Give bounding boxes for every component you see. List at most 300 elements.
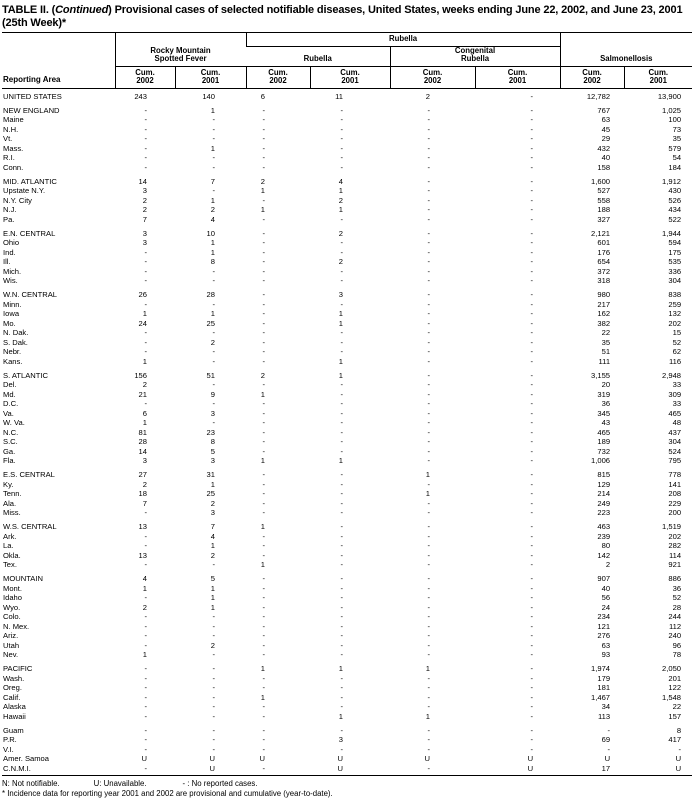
- cell: -: [262, 299, 265, 309]
- table-row: [2, 153, 692, 163]
- cell: -: [144, 508, 147, 518]
- cell: -: [530, 437, 534, 447]
- cell: -: [427, 337, 430, 347]
- cell: -: [144, 266, 147, 276]
- cell: 21: [138, 389, 147, 399]
- cell: -: [530, 318, 534, 328]
- cell: 23: [206, 427, 215, 437]
- cell: -: [340, 238, 343, 248]
- row-label: S.C.: [3, 437, 18, 447]
- cell: -: [340, 593, 343, 603]
- row-label: Okla.: [3, 550, 21, 560]
- row-label: MID. ATLANTIC: [3, 176, 57, 186]
- cell: 27: [138, 470, 147, 480]
- cell: -: [530, 266, 534, 276]
- cell: -: [530, 214, 534, 224]
- cell: -: [530, 347, 534, 357]
- cell: 162: [597, 309, 611, 319]
- cell: 2: [210, 550, 215, 560]
- row-label: Mo.: [3, 318, 16, 328]
- cell: 201: [668, 673, 682, 683]
- cell: -: [427, 631, 430, 641]
- cell: -: [530, 489, 534, 499]
- column-header-cum-2: Cum. 2001: [175, 66, 246, 88]
- cell: 921: [668, 560, 682, 570]
- table-row: [2, 328, 692, 338]
- cell: 3: [142, 228, 147, 238]
- row-label: UNITED STATES: [3, 91, 62, 101]
- cell: 1: [260, 186, 265, 196]
- row-label: Ala.: [3, 498, 17, 508]
- cell: -: [530, 612, 534, 622]
- table-row: [2, 163, 692, 173]
- row-label: Ind.: [3, 247, 16, 257]
- cell: -: [340, 531, 343, 541]
- cell: -: [530, 531, 534, 541]
- cell: -: [530, 640, 534, 650]
- row-label: N. Dak.: [3, 328, 29, 338]
- row-label: PACIFIC: [3, 664, 33, 674]
- row-label: Ky.: [3, 479, 14, 489]
- cell: -: [427, 574, 430, 584]
- cell: -: [262, 134, 265, 144]
- cell: -: [262, 257, 265, 267]
- cell: -: [262, 602, 265, 612]
- cell: -: [212, 664, 215, 674]
- cell: -: [427, 266, 430, 276]
- cell: -: [427, 560, 430, 570]
- cell: 527: [597, 186, 611, 196]
- column-group-rubella: Rubella: [246, 46, 390, 66]
- cell: -: [427, 744, 430, 754]
- cell: -: [262, 541, 265, 551]
- table-row: [2, 522, 692, 532]
- row-label: Wis.: [3, 276, 18, 286]
- row-label: Utah: [3, 640, 20, 650]
- cell: -: [212, 711, 215, 721]
- cell: 1: [338, 711, 343, 721]
- cell: 100: [668, 115, 682, 125]
- cell: 33: [672, 380, 682, 390]
- cell: 96: [672, 640, 682, 650]
- cell: U: [259, 754, 265, 764]
- cell: -: [427, 418, 430, 428]
- cell: 432: [597, 143, 611, 153]
- cell: -: [262, 593, 265, 603]
- cell: -: [340, 683, 343, 693]
- table-row: [2, 215, 692, 225]
- cell: 111: [598, 356, 611, 366]
- row-label: N. Mex.: [3, 621, 30, 631]
- cell: 51: [601, 347, 611, 357]
- cell: -: [144, 711, 147, 721]
- cell: 34: [601, 702, 611, 712]
- row-label: Ga.: [3, 446, 16, 456]
- row-label: Mont.: [3, 583, 22, 593]
- cell: 327: [597, 214, 611, 224]
- row-label: Amer. Samoa: [3, 754, 50, 764]
- cell: 1: [260, 522, 265, 532]
- cell: 112: [668, 621, 682, 631]
- cell: -: [530, 134, 534, 144]
- cell: 1,974: [591, 664, 611, 674]
- cell: -: [212, 418, 215, 428]
- cell: -: [340, 744, 343, 754]
- cell: 1,912: [662, 176, 682, 186]
- cell: 3: [338, 735, 343, 745]
- cell: -: [262, 427, 265, 437]
- cell: -: [144, 683, 147, 693]
- cell: -: [530, 105, 534, 115]
- cell: -: [530, 735, 534, 745]
- cell: -: [262, 683, 265, 693]
- cell: 28: [672, 602, 682, 612]
- cell: -: [530, 290, 534, 300]
- row-label: W.N. CENTRAL: [3, 290, 58, 300]
- cell: 3: [142, 456, 147, 466]
- cell: -: [340, 673, 343, 683]
- cell: 35: [672, 134, 682, 144]
- cell: 1: [210, 143, 215, 153]
- table-row: [2, 702, 692, 712]
- table-bottom-rule: [2, 775, 692, 776]
- cell: 1: [210, 195, 215, 205]
- cell: -: [340, 498, 343, 508]
- table-row: [2, 674, 692, 684]
- cell: -: [144, 115, 147, 125]
- cell: 838: [668, 290, 682, 300]
- cell: -: [530, 186, 534, 196]
- cell: -: [427, 498, 430, 508]
- cell: -: [427, 650, 430, 660]
- cell: -: [144, 105, 147, 115]
- cell: -: [530, 574, 534, 584]
- cell: 1,519: [662, 522, 682, 532]
- cell: 276: [597, 631, 611, 641]
- table-row: [2, 650, 692, 660]
- cell: -: [340, 247, 343, 257]
- cell: 2,121: [591, 228, 611, 238]
- cell: 1: [338, 356, 343, 366]
- cell: -: [530, 389, 534, 399]
- cell: -: [262, 124, 265, 134]
- cell: -: [144, 162, 147, 172]
- cell: -: [144, 725, 147, 735]
- cell: -: [212, 153, 215, 163]
- row-label: E.N. CENTRAL: [3, 228, 56, 238]
- cell: -: [262, 574, 265, 584]
- cell: 2: [210, 337, 215, 347]
- row-label: S. ATLANTIC: [3, 370, 49, 380]
- cell: 12,782: [586, 91, 611, 101]
- row-label: Tex.: [3, 560, 17, 570]
- cell: 14: [138, 176, 147, 186]
- cell: -: [262, 498, 265, 508]
- cell: -: [427, 228, 430, 238]
- row-label: Minn.: [3, 299, 22, 309]
- cell: -: [212, 356, 215, 366]
- cell: -: [144, 735, 147, 745]
- cell: -: [427, 522, 430, 532]
- table-row: [2, 622, 692, 632]
- table-row: [2, 238, 692, 248]
- cell: -: [212, 735, 215, 745]
- cell: U: [527, 763, 534, 773]
- cell: -: [262, 621, 265, 631]
- cell: 6: [142, 408, 147, 418]
- cell: -: [340, 389, 343, 399]
- cell: 1: [338, 186, 343, 196]
- cell: -: [212, 380, 215, 390]
- row-label: C.N.M.I.: [3, 763, 31, 773]
- cell: 239: [597, 531, 611, 541]
- row-label: Ariz.: [3, 631, 19, 641]
- cell: 318: [597, 276, 611, 286]
- cell: -: [340, 276, 343, 286]
- cell: -: [340, 299, 343, 309]
- row-label: W. Va.: [3, 418, 25, 428]
- cell: -: [530, 664, 534, 674]
- cell: -: [427, 541, 430, 551]
- row-label: La.: [3, 541, 14, 551]
- cell: 2: [142, 380, 147, 390]
- cell: -: [530, 143, 534, 153]
- cell: 249: [597, 498, 611, 508]
- cell: 5: [210, 574, 215, 584]
- cell: 1: [142, 418, 147, 428]
- cell: -: [212, 612, 215, 622]
- table-row: [2, 480, 692, 490]
- cell: 51: [206, 370, 215, 380]
- cell: -: [427, 735, 430, 745]
- table-row: [2, 726, 692, 736]
- row-label: P.R.: [3, 735, 17, 745]
- cell: -: [427, 162, 430, 172]
- cell: -: [427, 612, 430, 622]
- cell: 2: [605, 560, 611, 570]
- cell: -: [262, 380, 265, 390]
- table-row: [2, 754, 692, 764]
- row-label: Pa.: [3, 214, 15, 224]
- cell: -: [427, 105, 430, 115]
- cell: 2,050: [662, 664, 682, 674]
- column-group-congenital-rubella: Congenital Rubella: [390, 46, 560, 66]
- table-row: [2, 347, 692, 357]
- cell: 437: [668, 427, 682, 437]
- table-row: [2, 125, 692, 135]
- cell: 243: [134, 91, 147, 101]
- cell: -: [144, 276, 147, 286]
- cell: -: [144, 640, 147, 650]
- cell: -: [144, 143, 147, 153]
- cell: -: [427, 446, 430, 456]
- cell: -: [212, 266, 215, 276]
- cell: -: [530, 560, 534, 570]
- cell: -: [530, 356, 534, 366]
- row-label: Idaho: [3, 593, 23, 603]
- cell: -: [340, 427, 343, 437]
- legend-not-notifiable: N: Not notifiable.: [2, 779, 60, 789]
- cell: 184: [668, 162, 682, 172]
- cell: U: [604, 754, 611, 764]
- cell: 240: [668, 631, 682, 641]
- cell: 1: [338, 370, 343, 380]
- cell: -: [262, 399, 265, 409]
- cell: 1,467: [591, 692, 611, 702]
- cell: 200: [668, 508, 682, 518]
- cell: -: [212, 399, 215, 409]
- cell: 2: [425, 91, 430, 101]
- cell: 36: [672, 583, 682, 593]
- cell: 795: [668, 456, 682, 466]
- cell: -: [530, 153, 534, 163]
- cell: -: [427, 205, 430, 215]
- cell: U: [675, 763, 682, 773]
- cell: 2: [260, 370, 265, 380]
- cell: -: [530, 124, 534, 134]
- cell: -: [530, 228, 534, 238]
- row-label: Wyo.: [3, 602, 21, 612]
- cell: -: [427, 456, 430, 466]
- cell: -: [262, 290, 265, 300]
- cell: -: [262, 744, 265, 754]
- cell: -: [530, 541, 534, 551]
- cell: 40: [601, 153, 611, 163]
- cell: -: [262, 437, 265, 447]
- cell: -: [262, 650, 265, 660]
- cell: -: [144, 541, 147, 551]
- cell: -: [530, 408, 534, 418]
- table-row: [2, 418, 692, 428]
- cell: -: [340, 446, 343, 456]
- cell: 6: [260, 91, 265, 101]
- cell: -: [262, 479, 265, 489]
- cell: -: [262, 489, 265, 499]
- cell: 3: [338, 290, 343, 300]
- cell: -: [530, 702, 534, 712]
- notifiable-diseases-table: [2, 33, 692, 773]
- cell: -: [144, 612, 147, 622]
- footnotes: [2, 779, 692, 799]
- cell: 36: [601, 399, 611, 409]
- table-row: [2, 508, 692, 518]
- cell: 465: [597, 427, 611, 437]
- cell: 417: [668, 735, 682, 745]
- cell: -: [607, 744, 611, 754]
- cell: 25: [206, 318, 215, 328]
- cell: 601: [597, 238, 611, 248]
- cell: 382: [597, 318, 611, 328]
- cell: -: [212, 115, 215, 125]
- row-label: Ill.: [3, 257, 11, 267]
- cell: 3: [142, 238, 147, 248]
- cell: -: [262, 408, 265, 418]
- cell: 1,944: [662, 228, 682, 238]
- cell: U: [675, 754, 682, 764]
- cell: 3: [210, 508, 215, 518]
- cell: -: [340, 418, 343, 428]
- row-label: V.I.: [3, 744, 14, 754]
- cell: 1: [210, 602, 215, 612]
- cell: 535: [668, 257, 682, 267]
- cell: 48: [672, 418, 682, 428]
- cell: -: [212, 276, 215, 286]
- cell: 202: [668, 318, 682, 328]
- cell: -: [262, 446, 265, 456]
- table-row: [2, 390, 692, 400]
- cell: -: [144, 664, 147, 674]
- cell: 202: [668, 531, 682, 541]
- cell: -: [262, 247, 265, 257]
- cell: -: [144, 531, 147, 541]
- cell: -: [212, 124, 215, 134]
- cell: -: [530, 427, 534, 437]
- cell: 175: [668, 247, 682, 257]
- table-row: [2, 470, 692, 480]
- row-label: Hawaii: [3, 711, 26, 721]
- cell: -: [212, 299, 215, 309]
- table-row: [2, 574, 692, 584]
- cell: 176: [597, 247, 611, 257]
- cell: -: [427, 318, 430, 328]
- row-label: D.C.: [3, 399, 19, 409]
- cell: -: [340, 105, 343, 115]
- table-row: [2, 489, 692, 499]
- cell: -: [530, 299, 534, 309]
- cell: 2: [210, 205, 215, 215]
- row-label: Iowa: [3, 309, 20, 319]
- cell: 132: [668, 309, 682, 319]
- cell: 1: [338, 456, 343, 466]
- cell: -: [262, 550, 265, 560]
- cell: -: [530, 583, 534, 593]
- cell: -: [262, 702, 265, 712]
- cell: -: [530, 276, 534, 286]
- table-row: [2, 186, 692, 196]
- cell: 28: [138, 437, 147, 447]
- column-supergroup-rubella: Rubella: [246, 33, 560, 46]
- row-label: Mich.: [3, 266, 22, 276]
- cell: -: [144, 257, 147, 267]
- cell: 524: [668, 446, 682, 456]
- cell: -: [340, 134, 343, 144]
- cell: -: [262, 583, 265, 593]
- cell: -: [144, 621, 147, 631]
- cell: -: [427, 640, 430, 650]
- table-row: [2, 428, 692, 438]
- cell: 907: [597, 574, 611, 584]
- cell: -: [340, 508, 343, 518]
- cell: -: [427, 290, 430, 300]
- cell: -: [530, 328, 534, 338]
- cell: -: [144, 560, 147, 570]
- cell: 11: [335, 91, 343, 101]
- table-row: [2, 229, 692, 239]
- cell: 4: [142, 574, 147, 584]
- cell: -: [530, 470, 534, 480]
- footnote-incidence: * Incidence data for reporting year 2001 and 2002 are provisional and cumulative (year-to-date).: [2, 789, 333, 799]
- row-label: N.J.: [3, 205, 17, 215]
- cell: 244: [668, 612, 682, 622]
- cell: 1,006: [591, 456, 611, 466]
- cell: -: [530, 370, 534, 380]
- cell: 69: [601, 735, 611, 745]
- cell: -: [427, 299, 430, 309]
- cell: -: [427, 683, 430, 693]
- cell: -: [340, 583, 343, 593]
- cell: -: [340, 725, 343, 735]
- cell: 45: [601, 124, 611, 134]
